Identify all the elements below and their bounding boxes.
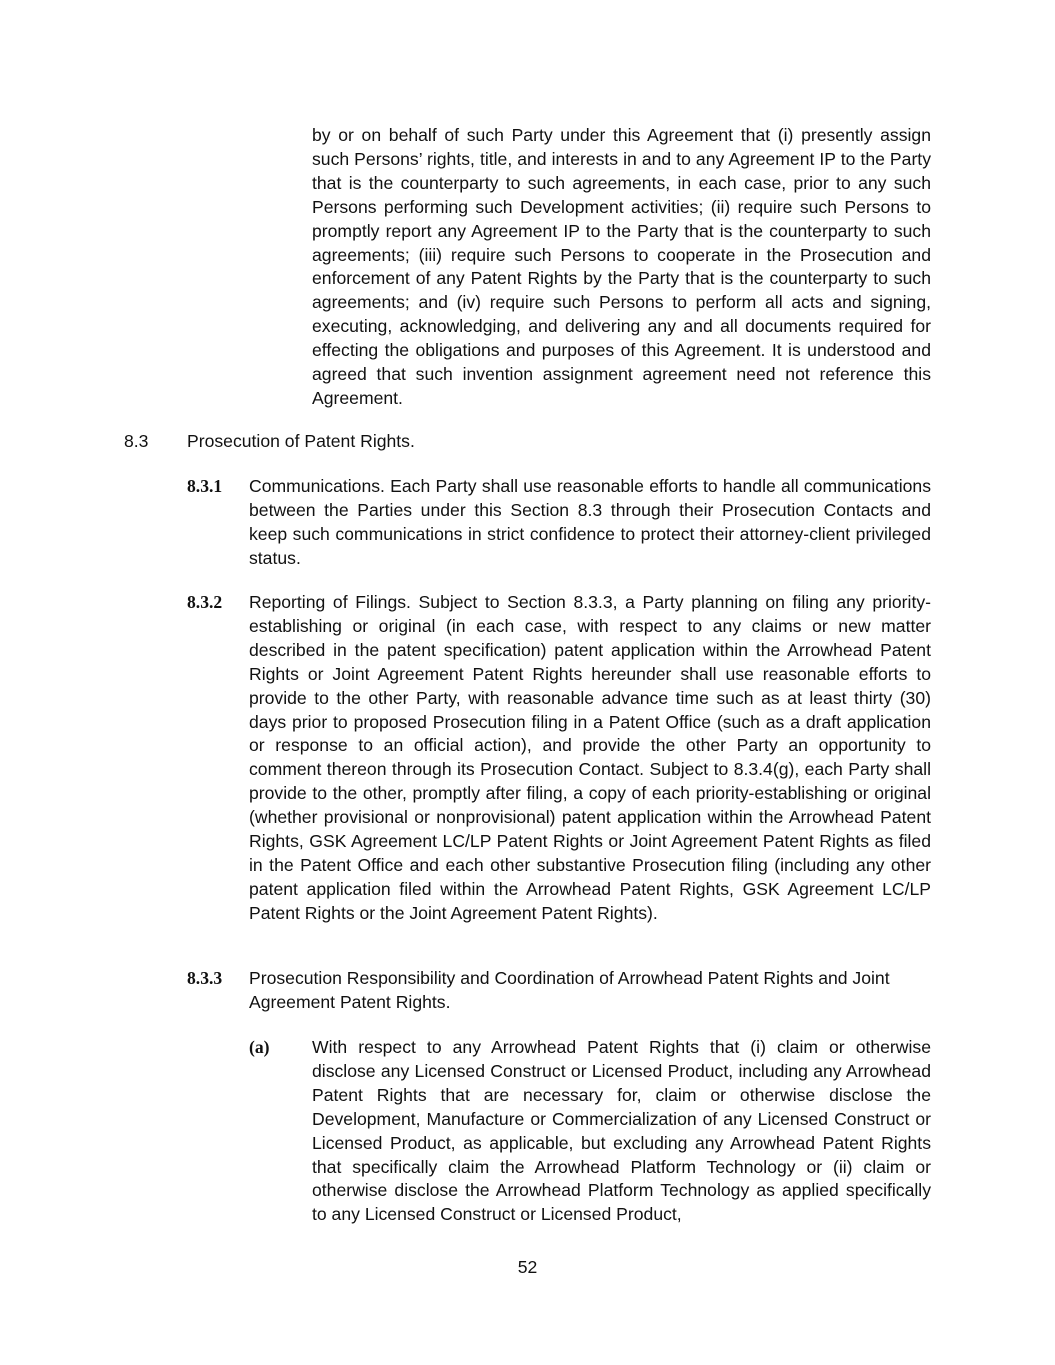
- continuation-paragraph: by or on behalf of such Party under this Agreement that (i) presently assign such Persons’ rights, title, and interests in and to any Agreement IP to the Party that is the counterparty to such agreements, in each case, prior to any such Persons performing such Development activities; (ii) require such Persons to promptly report any Agreement IP to the Party that is the counterparty to such agreements; (iii) require such Persons to cooperate in the Prosecution and enforcement of any Patent Rights by the Party that is the counterparty to such agreements; and (iv) require such Persons to perform all acts and signing, executing, acknowledging, and delivering any and all documents required for effecting the obligations and purposes of this Agreement. It is understood and agreed that such invention assignment agreement need not reference this Agreement.: [312, 125, 931, 408]
- section-text-8-3-1: Communications. Each Party shall use reasonable efforts to handle all communications between the Parties under this Section 8.3 through their Prosecution Contacts and keep such communications in strict confidence to protect their attorney-client privileged status.: [249, 476, 931, 568]
- section-text-8-3-2: Reporting of Filings. Subject to Section 8.3.3, a Party planning on filing any priority-establishing or original (in each case, with respect to any claims or new matter described in the patent specification) patent application within the Arrowhead Patent Rights or Joint Agreement Patent Rights hereunder shall use reasonable efforts to provide to the other Party, with reasonable advance time such as at least thirty (30) days prior to proposed Prosecution filing in a Patent Office (such as a draft application or response to an official action), and provide the other Party an opportunity to comment thereon through its Prosecution Contact. Subject to 8.3.4(g), each Party shall provide to the other, promptly after filing, a copy of each priority-establishing or original (whether provisional or nonprovisional) patent application within the Arrowhead Patent Rights, GSK Agreement LC/LP Patent Rights or Joint Agreement Patent Rights as filed in the Patent Office and each other substantive Prosecution filing (including any other patent application filed within the Arrowhead Patent Rights, GSK Agreement LC/LP Patent Rights or the Joint Agreement Patent Rights).: [249, 592, 931, 923]
- section-number-8-3: 8.3: [124, 431, 149, 451]
- page-number: 52: [517, 1257, 538, 1277]
- section-title-8-3-3: Prosecution Responsibility and Coordination of Arrowhead Patent Rights and Joint Agreement Patent Rights.: [249, 968, 890, 1012]
- section-number-8-3-3: 8.3.3: [187, 968, 223, 988]
- clause-number-a: (a): [249, 1037, 270, 1057]
- clause-text-a: With respect to any Arrowhead Patent Rights that (i) claim or otherwise disclose any Licensed Construct or Licensed Product, including any Arrowhead Patent Rights that are necessary for, claim or otherwise disclose the Development, Manufacture or Commercialization of any Licensed Construct or Licensed Product, as applicable, but excluding any Arrowhead Patent Rights that specifically claim the Arrowhead Platform Technology or (ii) claim or otherwise disclose the Arrowhead Platform Technology as applied specifically to any Licensed Construct or Licensed Product,: [312, 1037, 931, 1225]
- section-number-8-3-1: 8.3.1: [187, 476, 223, 496]
- section-number-8-3-2: 8.3.2: [187, 592, 223, 612]
- section-title-8-3: Prosecution of Patent Rights.: [187, 431, 415, 451]
